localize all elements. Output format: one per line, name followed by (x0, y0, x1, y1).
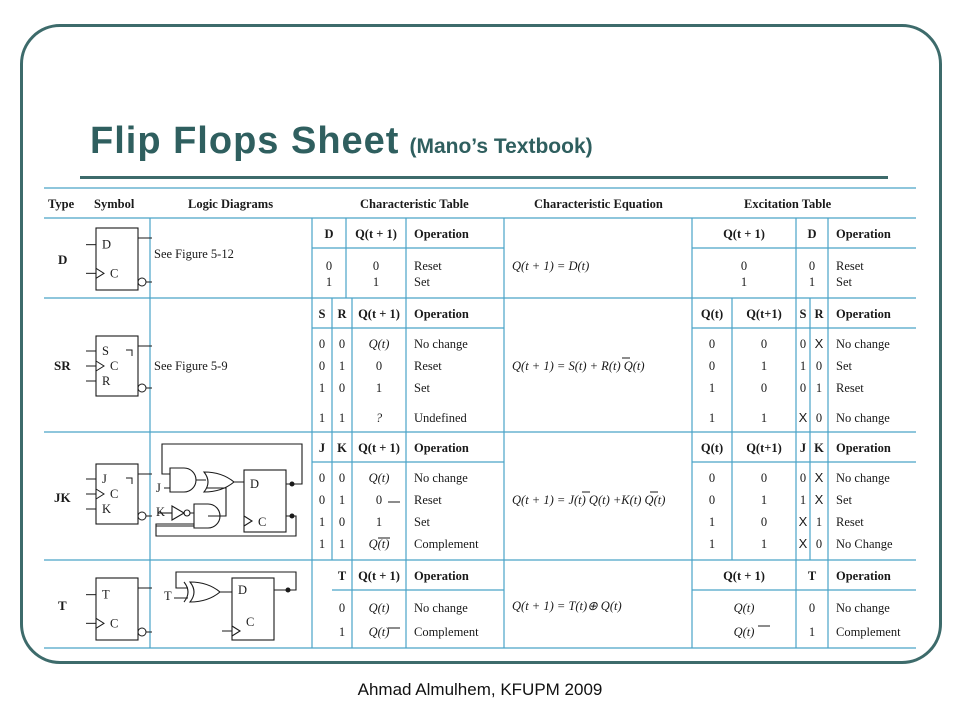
exc-sr-cell-3-0: 1 (708, 411, 716, 425)
header-logic-diagrams: Logic Diagrams (188, 197, 274, 211)
char-sr-header-3: Operation (414, 307, 469, 321)
exc-sr-header-1: Q(t+1) (746, 307, 782, 321)
exc-jk-cell-2-4: Reset (836, 515, 864, 529)
symbol-pin-k: K (102, 502, 112, 516)
slide-title (90, 120, 593, 163)
exc-sr-cell-1-4: Set (836, 359, 852, 373)
char-t-header-0: T (337, 569, 347, 583)
exc-sr-cell-3-1: 1 (760, 411, 768, 425)
exc-jk-cell-2-0: 1 (708, 515, 716, 529)
char-jk-header-3: Operation (414, 441, 469, 455)
title-main: Flip Flops Sheet (90, 120, 400, 162)
exc-sr-cell-1-2: 1 (799, 359, 807, 373)
exc-sr-header-4: Operation (836, 307, 891, 321)
char-jk-cell-2-2: 1 (375, 515, 383, 529)
char-d-cell-1-1: 1 (372, 275, 380, 289)
title-subtitle: (Mano’s Textbook) (409, 135, 593, 158)
char-jk-cell-1-0: 0 (318, 493, 326, 507)
exc-sr-cell-1-1: 1 (760, 359, 768, 373)
exc-sr-cell-0-4: No change (836, 337, 890, 351)
header-characteristic-table: Characteristic Table (360, 197, 469, 211)
logic-jk-j: J (156, 481, 161, 495)
exc-sr-cell-2-3: 1 (815, 381, 823, 395)
exc-jk-cell-3-4: No Change (836, 537, 893, 551)
symbol-sr (86, 336, 152, 396)
char-t-cell-1-1: Q(t) (368, 625, 390, 639)
exc-jk-header-1: Q(t+1) (746, 441, 782, 455)
exc-t-cell-0-2: No change (836, 601, 890, 615)
char-jk-cell-0-2: Q(t) (368, 471, 390, 485)
logic-sr: See Figure 5-9 (154, 359, 228, 373)
char-sr-cell-1-1: 1 (338, 359, 346, 373)
exc-t-cell-1-2: Complement (836, 625, 901, 639)
symbol-pin-t: T (102, 587, 110, 602)
exc-jk-cell-0-0: 0 (708, 471, 716, 485)
char-sr-cell-3-3: Undefined (414, 411, 467, 425)
char-sr-cell-0-3: No change (414, 337, 468, 351)
char-jk-cell-3-3: Complement (414, 537, 479, 551)
slide-footer: Ahmad Almulhem, KFUPM 2009 (357, 680, 603, 699)
char-sr-header-2: Q(t + 1) (358, 307, 400, 321)
symbol-pin-r: R (102, 374, 111, 388)
char-t-cell-1-2: Complement (414, 625, 479, 639)
equation-sr: Q(t + 1) = S(t) + R(t) Q(t) (512, 359, 645, 373)
exc-jk-cell-1-0: 0 (708, 493, 716, 507)
exc-sr-cell-3-2: X (798, 410, 808, 425)
exc-jk-cell-2-3: 1 (815, 515, 823, 529)
exc-jk-cell-2-2: X (798, 514, 808, 529)
char-sr-cell-2-0: 1 (318, 381, 326, 395)
exc-d-cell-1-0: 1 (740, 275, 748, 289)
symbol-pin-c: C (110, 359, 119, 373)
exc-t-cell-1-0: Q(t) (733, 625, 755, 639)
char-d-cell-0-1: 0 (372, 259, 380, 273)
logic-diagram-jk (156, 444, 302, 536)
exc-jk-header-0: Q(t) (700, 441, 724, 455)
exc-jk-cell-3-1: 1 (760, 537, 768, 551)
exc-sr-cell-1-0: 0 (708, 359, 716, 373)
logic-diagram-t (174, 572, 296, 640)
char-t-header-1: Q(t + 1) (358, 569, 400, 583)
exc-sr-header-3: R (814, 307, 824, 321)
exc-t-header-0: Q(t + 1) (723, 569, 765, 583)
exc-t-header-1: T (807, 569, 817, 583)
char-t-cell-0-2: No change (414, 601, 468, 615)
exc-sr-cell-2-0: 1 (708, 381, 716, 395)
char-jk-header-0: J (318, 441, 326, 455)
char-jk-cell-1-2: 0 (375, 493, 383, 507)
char-sr-header-1: R (337, 307, 347, 321)
exc-d-header-2: Operation (836, 227, 891, 241)
header-type: Type (48, 197, 75, 211)
symbol-pin-c: C (110, 616, 119, 631)
exc-jk-header-2: J (799, 441, 807, 455)
symbol-t (86, 578, 152, 640)
char-sr-cell-0-0: 0 (318, 337, 326, 351)
exc-jk-cell-0-2: 0 (799, 471, 807, 485)
char-sr-cell-0-2: Q(t) (368, 337, 390, 351)
exc-sr-cell-0-2: 0 (799, 337, 807, 351)
logic-jk-d: D (250, 477, 260, 491)
exc-jk-cell-1-3: X (814, 492, 824, 507)
exc-jk-cell-1-4: Set (836, 493, 852, 507)
char-sr-cell-3-1: 1 (338, 411, 346, 425)
equation-t: Q(t + 1) = T(t)⊕ Q(t) (512, 599, 622, 613)
exc-d-cell-0-1: 0 (808, 259, 816, 273)
type-jk: JK (54, 490, 71, 505)
exc-d-cell-0-2: Reset (836, 259, 864, 273)
title-underline (80, 176, 888, 179)
char-sr-header-0: S (318, 307, 326, 321)
exc-sr-cell-3-4: No change (836, 411, 890, 425)
exc-d-cell-0-0: 0 (740, 259, 748, 273)
type-sr: SR (54, 358, 71, 373)
char-jk-header-2: Q(t + 1) (358, 441, 400, 455)
char-jk-cell-2-0: 1 (318, 515, 326, 529)
symbol-pin-c: C (110, 487, 119, 501)
flip-flop-sheet-table (44, 186, 920, 656)
exc-sr-cell-2-4: Reset (836, 381, 864, 395)
char-sr-cell-1-3: Reset (414, 359, 442, 373)
exc-d-header-1: D (807, 227, 817, 241)
exc-sr-cell-2-1: 0 (760, 381, 768, 395)
exc-jk-cell-2-1: 0 (760, 515, 768, 529)
exc-d-cell-1-2: Set (836, 275, 852, 289)
char-sr-cell-1-2: 0 (375, 359, 383, 373)
exc-sr-cell-0-1: 0 (760, 337, 768, 351)
symbol-pin-c: C (110, 266, 119, 281)
exc-sr-cell-0-3: X (814, 336, 824, 351)
exc-jk-cell-0-1: 0 (760, 471, 768, 485)
char-jk-cell-3-0: 1 (318, 537, 326, 551)
char-d-cell-0-0: 0 (325, 259, 333, 273)
char-jk-cell-0-0: 0 (318, 471, 326, 485)
char-sr-cell-3-0: 1 (318, 411, 326, 425)
exc-jk-cell-1-2: 1 (799, 493, 807, 507)
type-t: T (58, 598, 67, 613)
header-symbol: Symbol (94, 197, 135, 211)
char-sr-cell-0-1: 0 (338, 337, 346, 351)
exc-jk-cell-0-4: No change (836, 471, 890, 485)
char-d-header-1: Q(t + 1) (355, 227, 397, 241)
exc-jk-cell-3-2: X (798, 536, 808, 551)
exc-sr-cell-2-2: 0 (799, 381, 807, 395)
exc-jk-header-3: K (814, 441, 824, 455)
logic-jk-k: K (156, 505, 166, 519)
char-jk-cell-1-3: Reset (414, 493, 442, 507)
exc-d-cell-1-1: 1 (808, 275, 816, 289)
char-t-cell-0-1: Q(t) (368, 601, 390, 615)
exc-d-header-0: Q(t + 1) (723, 227, 765, 241)
symbol-pin-s: S (102, 344, 109, 358)
exc-sr-cell-1-3: 0 (815, 359, 823, 373)
logic-jk-c: C (258, 515, 267, 529)
equation-jk: Q(t + 1) = J(t) Q(t) +K(t) Q(t) (512, 493, 666, 507)
char-jk-cell-2-3: Set (414, 515, 430, 529)
char-t-cell-1-0: 1 (338, 625, 346, 639)
char-t-cell-0-0: 0 (338, 601, 346, 615)
symbol-d (86, 228, 152, 290)
char-t-header-2: Operation (414, 569, 469, 583)
exc-t-cell-0-0: Q(t) (733, 601, 755, 615)
exc-jk-cell-3-3: 0 (815, 537, 823, 551)
symbol-jk (86, 464, 152, 524)
header-characteristic-equation: Characteristic Equation (534, 197, 663, 211)
symbol-pin-d: D (102, 237, 112, 252)
exc-sr-header-0: Q(t) (700, 307, 724, 321)
char-jk-cell-0-3: No change (414, 471, 468, 485)
char-d-cell-1-2: Set (414, 275, 430, 289)
char-d-header-2: Operation (414, 227, 469, 241)
char-jk-cell-1-1: 1 (338, 493, 346, 507)
char-jk-cell-3-2: Q(t) (368, 537, 390, 551)
type-d: D (58, 252, 68, 267)
exc-t-header-2: Operation (836, 569, 891, 583)
exc-sr-cell-0-0: 0 (708, 337, 716, 351)
exc-t-cell-0-1: 0 (808, 601, 816, 615)
exc-t-cell-1-1: 1 (808, 625, 816, 639)
char-jk-cell-2-1: 0 (338, 515, 346, 529)
exc-jk-header-4: Operation (836, 441, 891, 455)
char-sr-cell-1-0: 0 (318, 359, 326, 373)
char-jk-header-1: K (337, 441, 347, 455)
exc-jk-cell-0-3: X (814, 470, 824, 485)
char-sr-cell-2-1: 0 (338, 381, 346, 395)
char-sr-cell-3-2: ? (375, 411, 383, 425)
char-sr-cell-2-3: Set (414, 381, 430, 395)
symbol-pin-j: J (102, 472, 107, 486)
exc-sr-cell-3-3: 0 (815, 411, 823, 425)
exc-jk-cell-3-0: 1 (708, 537, 716, 551)
char-jk-cell-3-1: 1 (338, 537, 346, 551)
logic-t-d: D (238, 583, 248, 597)
exc-sr-header-2: S (799, 307, 807, 321)
exc-jk-cell-1-1: 1 (760, 493, 768, 507)
logic-t-c: C (246, 615, 255, 629)
header-excitation-table: Excitation Table (744, 197, 832, 211)
char-d-cell-1-0: 1 (325, 275, 333, 289)
logic-d: See Figure 5-12 (154, 247, 234, 261)
logic-t-t: T (164, 589, 172, 603)
char-sr-cell-2-2: 1 (375, 381, 383, 395)
equation-d: Q(t + 1) = D(t) (512, 259, 590, 273)
char-d-cell-0-2: Reset (414, 259, 442, 273)
char-d-header-0: D (324, 227, 334, 241)
char-jk-cell-0-1: 0 (338, 471, 346, 485)
